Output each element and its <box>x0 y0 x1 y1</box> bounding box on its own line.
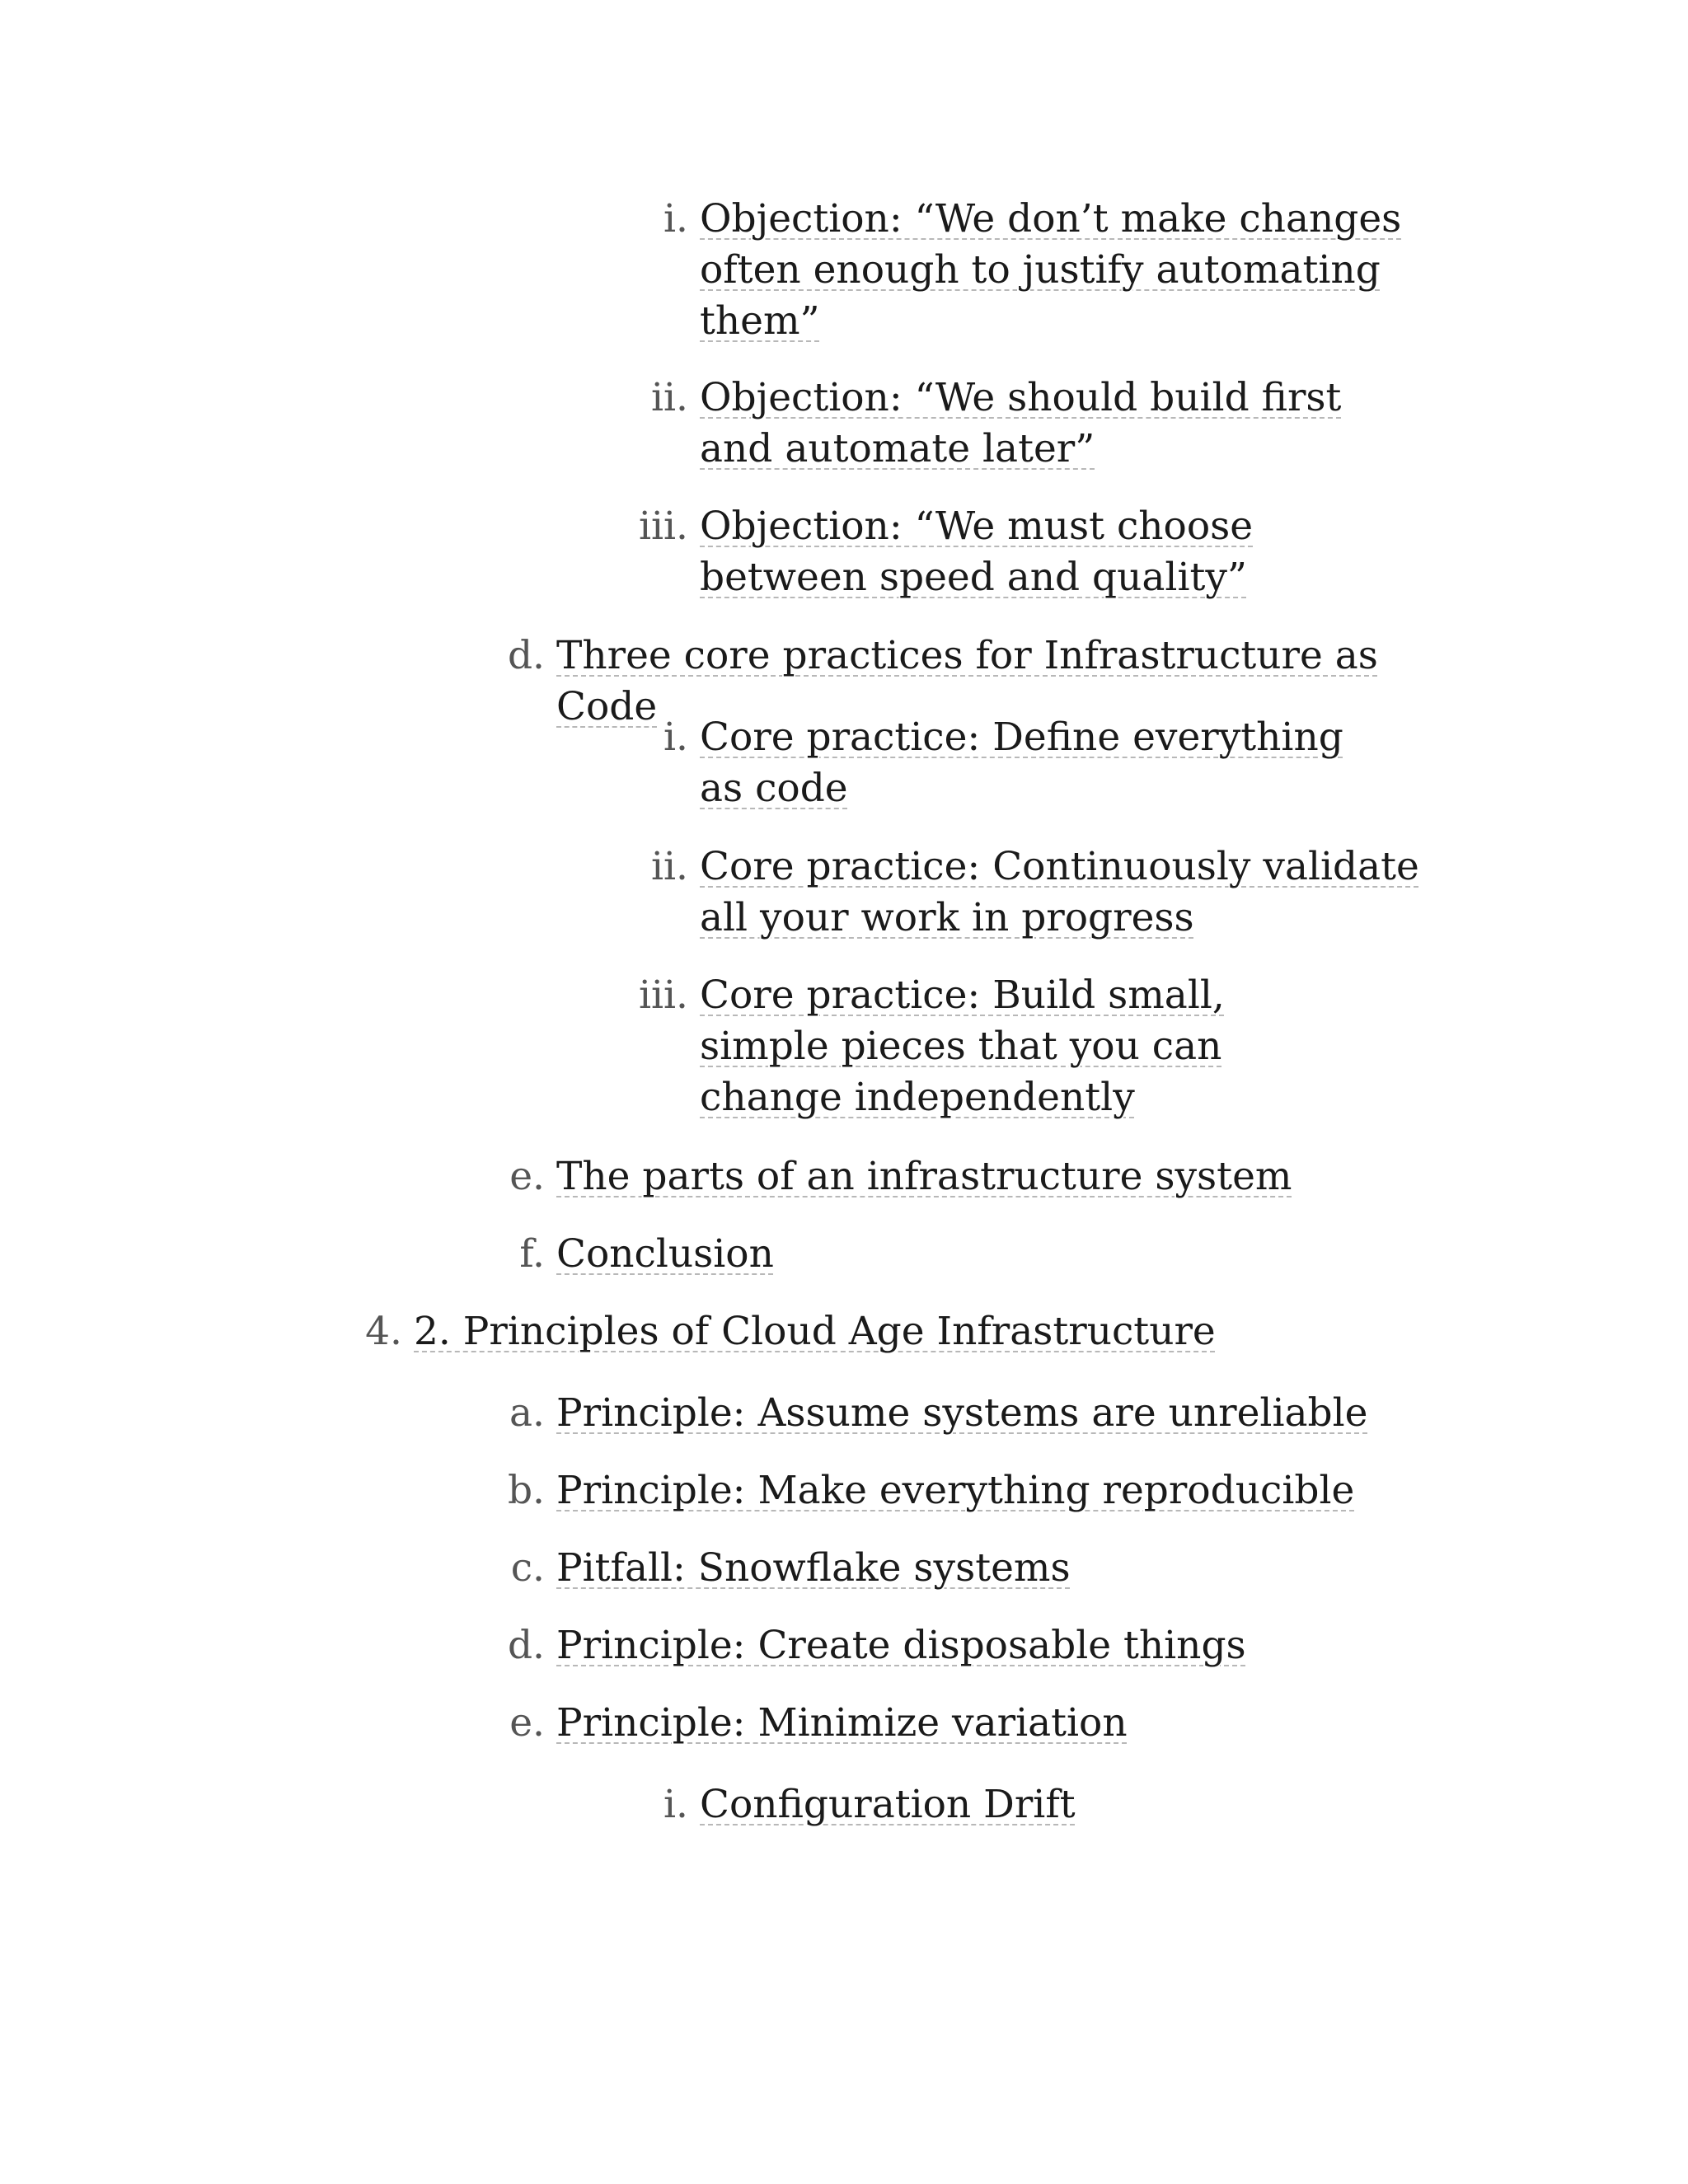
toc-entry <box>429 1465 1463 1516</box>
toc-marker: b. <box>507 1468 545 1513</box>
toc-entry <box>573 501 1425 603</box>
toc-marker: d. <box>507 633 545 678</box>
toc-link[interactable]: Objection: “We must choose between speed and quality” <box>700 504 1254 600</box>
toc-entry <box>429 1698 1463 1749</box>
toc-link[interactable]: Principle: Minimize variation <box>556 1700 1128 1746</box>
toc-entry <box>429 1229 1463 1280</box>
toc-marker: iii. <box>638 504 688 549</box>
toc-link[interactable]: Objection: “We should build first and automate later” <box>700 375 1342 471</box>
toc-marker: d. <box>507 1623 545 1668</box>
toc-entry <box>429 1543 1463 1594</box>
toc-marker: ii. <box>650 375 688 420</box>
toc-link[interactable]: Objection: “We don’t make changes often enough to justify automating them” <box>700 196 1402 344</box>
toc-link[interactable]: Core practice: Build small, simple pieces that you can change independently <box>700 972 1225 1120</box>
toc-entry <box>429 1151 1463 1202</box>
toc-link[interactable]: Three core practices for Infrastructure as Code <box>556 633 1378 729</box>
toc-marker: 4. <box>365 1309 402 1354</box>
toc-entry <box>429 1620 1463 1671</box>
toc-marker: i. <box>663 196 688 241</box>
toc-entry <box>573 712 1376 814</box>
toc-entry <box>429 1388 1463 1439</box>
toc-entry <box>573 373 1425 475</box>
toc-entry <box>287 1306 1320 1357</box>
toc-link[interactable]: Pitfall: Snowflake systems <box>556 1545 1071 1591</box>
toc-marker: iii. <box>638 972 688 1018</box>
toc-link[interactable]: Conclusion <box>556 1231 774 1277</box>
toc-link[interactable]: Core practice: Continuously validate all your work in progress <box>700 844 1419 940</box>
toc-entry <box>573 1779 1425 1830</box>
toc-link[interactable]: Principle: Create disposable things <box>556 1623 1246 1668</box>
toc-marker: ii. <box>650 844 688 889</box>
toc-marker: e. <box>509 1154 545 1199</box>
toc-link[interactable]: 2. Principles of Cloud Age Infrastructure <box>414 1309 1216 1354</box>
toc-link[interactable]: Principle: Make everything reproducible <box>556 1468 1355 1513</box>
toc-marker: c. <box>510 1545 545 1591</box>
toc-link[interactable]: Core practice: Define everything as code <box>700 715 1343 811</box>
toc-link[interactable]: Principle: Assume systems are unreliable <box>556 1390 1368 1436</box>
toc-entry <box>573 970 1359 1123</box>
toc-entry <box>573 194 1425 347</box>
toc-entry <box>573 841 1425 944</box>
toc-link[interactable]: Configuration Drift <box>700 1782 1076 1827</box>
toc-marker: i. <box>663 1782 688 1827</box>
toc-marker: e. <box>509 1700 545 1746</box>
toc-link[interactable]: The parts of an infrastructure system <box>556 1154 1292 1199</box>
toc-marker: a. <box>509 1390 545 1436</box>
toc-marker: f. <box>519 1231 545 1277</box>
toc-marker: i. <box>663 715 688 760</box>
